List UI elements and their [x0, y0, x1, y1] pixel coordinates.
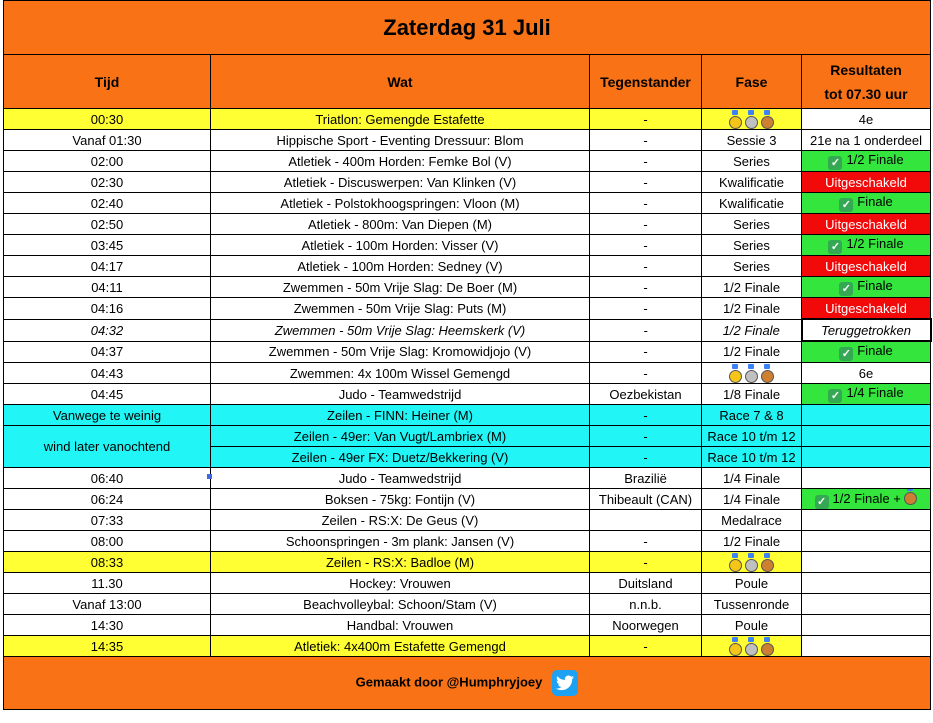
cell-wat: Atletiek - 400m Horden: Femke Bol (V) [211, 151, 590, 172]
cell-resultaat [802, 510, 931, 531]
check-mark-icon: ✓ [815, 495, 829, 509]
cell-tegenstander: - [590, 363, 702, 384]
cell-resultaat [802, 615, 931, 636]
cell-fase: Poule [702, 615, 802, 636]
cell-tegenstander: Duitsland [590, 573, 702, 594]
schedule-sheet [3, 0, 930, 710]
cell-tegenstander: - [590, 172, 702, 193]
cell-tegenstander: - [590, 298, 702, 320]
cell-tegenstander: - [590, 426, 702, 447]
cell-resultaat: Teruggetrokken [802, 319, 931, 341]
cell-wat: Atletiek - Discuswerpen: Van Klinken (V) [211, 172, 590, 193]
cell-wat: Beachvolleybal: Schoon/Stam (V) [211, 594, 590, 615]
column-header-resultaten: Resultaten tot 07.30 uur [802, 55, 931, 109]
cell-resultaat [802, 468, 931, 489]
cell-tegenstander: Oezbekistan [590, 384, 702, 405]
cell-tegenstander: - [590, 256, 702, 277]
cell-fase [702, 552, 802, 573]
table-row [4, 235, 931, 256]
cell-tijd: 11.30 [4, 573, 211, 594]
cell-resultaat: Uitgeschakeld [802, 172, 931, 193]
column-header-tijd: Tijd [4, 55, 211, 109]
table-row [4, 468, 931, 489]
cell-tijd: 04:37 [4, 341, 211, 363]
cell-fase: 1/2 Finale [702, 319, 802, 341]
cell-tijd: 02:30 [4, 172, 211, 193]
cell-resultaat: 6e [802, 363, 931, 384]
cell-tijd: 14:35 [4, 636, 211, 657]
cell-fase: Kwalificatie [702, 193, 802, 214]
cell-tegenstander: - [590, 214, 702, 235]
bronze-medal-icon [904, 492, 917, 505]
cell-resultaat [802, 405, 931, 426]
schedule-table [3, 0, 932, 710]
cell-resultaat: Uitgeschakeld [802, 256, 931, 277]
cell-tegenstander: - [590, 235, 702, 256]
table-row [4, 172, 931, 193]
cell-wat: Handbal: Vrouwen [211, 615, 590, 636]
cell-tegenstander: - [590, 531, 702, 552]
cell-tegenstander: n.n.b. [590, 594, 702, 615]
cell-wat: Zwemmen - 50m Vrije Slag: Puts (M) [211, 298, 590, 320]
cell-wat: Atletiek: 4x400m Estafette Gemengd [211, 636, 590, 657]
cell-tijd: 02:00 [4, 151, 211, 172]
cell-tijd: 04:11 [4, 277, 211, 298]
cell-fase [702, 109, 802, 130]
cell-wat: Zeilen - 49er: Van Vugt/Lambriex (M) [211, 426, 590, 447]
cell-wat: Boksen - 75kg: Fontijn (V) [211, 489, 590, 510]
cell-selection-handle[interactable] [207, 474, 212, 479]
cell-tijd: 02:50 [4, 214, 211, 235]
cell-resultaat [802, 573, 931, 594]
cell-resultaat: ✓ 1/2 Finale [802, 151, 931, 172]
table-row [4, 426, 931, 447]
cell-fase: 1/2 Finale [702, 298, 802, 320]
table-row [4, 214, 931, 235]
cell-tijd: 06:24 [4, 489, 211, 510]
table-row [4, 109, 931, 130]
check-mark-icon: ✓ [839, 282, 853, 296]
table-row [4, 636, 931, 657]
cell-resultaat: ✓ Finale [802, 193, 931, 214]
cell-resultaat [802, 426, 931, 447]
cell-fase: 1/2 Finale [702, 341, 802, 363]
cell-fase: 1/2 Finale [702, 277, 802, 298]
cell-tijd: Vanaf 13:00 [4, 594, 211, 615]
table-row [4, 256, 931, 277]
cell-fase: Sessie 3 [702, 130, 802, 151]
cell-tegenstander: - [590, 109, 702, 130]
table-row [4, 319, 931, 341]
table-row [4, 405, 931, 426]
cell-resultaat [802, 447, 931, 468]
table-row [4, 193, 931, 214]
cell-tijd: 08:33 [4, 552, 211, 573]
cell-wat: Zwemmen - 50m Vrije Slag: De Boer (M) [211, 277, 590, 298]
cell-tegenstander: - [590, 319, 702, 341]
column-header-tegenstander: Tegenstander [590, 55, 702, 109]
cell-tegenstander: Brazilië [590, 468, 702, 489]
column-header-fase: Fase [702, 55, 802, 109]
cell-tegenstander: Noorwegen [590, 615, 702, 636]
cell-wat: Zwemmen - 50m Vrije Slag: Heemskerk (V) [211, 319, 590, 341]
table-row [4, 384, 931, 405]
cell-tijd: 04:32 [4, 319, 211, 341]
cell-fase: Medalrace [702, 510, 802, 531]
cell-tijd: 06:40 [4, 468, 211, 489]
cell-wat: Hippische Sport - Eventing Dressuur: Blom [211, 130, 590, 151]
cell-resultaat: 4e [802, 109, 931, 130]
table-row [4, 510, 931, 531]
table-row [4, 277, 931, 298]
cell-tegenstander: - [590, 130, 702, 151]
table-row [4, 552, 931, 573]
cell-tegenstander [590, 510, 702, 531]
cell-wat: Atletiek - 800m: Van Diepen (M) [211, 214, 590, 235]
column-header-wat: Wat [211, 55, 590, 109]
twitter-bird-icon[interactable] [552, 670, 578, 696]
table-row [4, 130, 931, 151]
cell-tijd: wind later vanochtend [4, 426, 211, 468]
cell-wat: Hockey: Vrouwen [211, 573, 590, 594]
check-mark-icon: ✓ [828, 240, 842, 254]
cell-tegenstander: - [590, 151, 702, 172]
cell-wat: Judo - Teamwedstrijd [211, 384, 590, 405]
cell-tijd: 04:16 [4, 298, 211, 320]
table-row [4, 489, 931, 510]
cell-fase: Kwalificatie [702, 172, 802, 193]
cell-fase: Series [702, 235, 802, 256]
cell-tijd: Vanwege te weinig [4, 405, 211, 426]
table-row [4, 615, 931, 636]
cell-resultaat [802, 552, 931, 573]
medals-icon [729, 114, 774, 127]
cell-wat: Zeilen - 49er FX: Duetz/Bekkering (V) [211, 447, 590, 468]
cell-resultaat [802, 636, 931, 657]
cell-fase: Series [702, 214, 802, 235]
cell-fase: Race 7 & 8 [702, 405, 802, 426]
cell-fase: Race 10 t/m 12 [702, 426, 802, 447]
table-row [4, 151, 931, 172]
cell-fase: 1/4 Finale [702, 468, 802, 489]
cell-tegenstander: - [590, 341, 702, 363]
cell-tijd: 08:00 [4, 531, 211, 552]
cell-resultaat: ✓ Finale [802, 341, 931, 363]
cell-tegenstander: - [590, 552, 702, 573]
cell-wat: Atletiek - 100m Horden: Visser (V) [211, 235, 590, 256]
cell-wat: Schoonspringen - 3m plank: Jansen (V) [211, 531, 590, 552]
table-row [4, 341, 931, 363]
table-row [4, 531, 931, 552]
cell-wat: Atletiek - 100m Horden: Sedney (V) [211, 256, 590, 277]
cell-tijd: Vanaf 01:30 [4, 130, 211, 151]
cell-resultaat: ✓ Finale [802, 277, 931, 298]
cell-wat: Zeilen - RS:X: De Geus (V) [211, 510, 590, 531]
cell-wat: Judo - Teamwedstrijd [211, 468, 590, 489]
cell-tijd: 00:30 [4, 109, 211, 130]
cell-wat: Zeilen - RS:X: Badloe (M) [211, 552, 590, 573]
cell-wat: Triatlon: Gemengde Estafette [211, 109, 590, 130]
cell-tijd: 04:45 [4, 384, 211, 405]
table-row [4, 298, 931, 320]
cell-tegenstander: - [590, 193, 702, 214]
check-mark-icon: ✓ [839, 347, 853, 361]
footer-credit: Gemaakt door @Humphryjoey [4, 657, 931, 710]
cell-tijd: 14:30 [4, 615, 211, 636]
cell-fase: 1/4 Finale [702, 489, 802, 510]
cell-resultaat: Uitgeschakeld [802, 298, 931, 320]
cell-tegenstander: Thibeault (CAN) [590, 489, 702, 510]
cell-tijd: 07:33 [4, 510, 211, 531]
cell-resultaat: Uitgeschakeld [802, 214, 931, 235]
cell-tijd: 02:40 [4, 193, 211, 214]
cell-fase: Race 10 t/m 12 [702, 447, 802, 468]
page-title: Zaterdag 31 Juli [4, 1, 931, 55]
cell-tegenstander: - [590, 636, 702, 657]
medals-icon [729, 557, 774, 570]
medals-icon [729, 641, 774, 654]
cell-fase: Series [702, 256, 802, 277]
cell-wat: Zwemmen - 50m Vrije Slag: Kromowidjojo (V) [211, 341, 590, 363]
medals-icon [729, 368, 774, 381]
cell-fase: 1/2 Finale [702, 531, 802, 552]
cell-tegenstander: - [590, 447, 702, 468]
table-row [4, 594, 931, 615]
cell-resultaat: 21e na 1 onderdeel [802, 130, 931, 151]
check-mark-icon: ✓ [839, 198, 853, 212]
cell-wat: Atletiek - Polstokhoogspringen: Vloon (M) [211, 193, 590, 214]
cell-fase: Series [702, 151, 802, 172]
cell-tegenstander: - [590, 405, 702, 426]
table-row [4, 363, 931, 384]
check-mark-icon: ✓ [828, 389, 842, 403]
cell-resultaat [802, 531, 931, 552]
cell-tijd: 04:43 [4, 363, 211, 384]
cell-resultaat: ✓ 1/4 Finale [802, 384, 931, 405]
cell-wat: Zwemmen: 4x 100m Wissel Gemengd [211, 363, 590, 384]
cell-fase: Tussenronde [702, 594, 802, 615]
cell-tegenstander: - [590, 277, 702, 298]
cell-fase [702, 636, 802, 657]
cell-wat: Zeilen - FINN: Heiner (M) [211, 405, 590, 426]
cell-resultaat: ✓ 1/2 Finale + [802, 489, 931, 510]
cell-tijd: 04:17 [4, 256, 211, 277]
check-mark-icon: ✓ [828, 156, 842, 170]
cell-fase: 1/8 Finale [702, 384, 802, 405]
cell-resultaat: ✓ 1/2 Finale [802, 235, 931, 256]
cell-fase [702, 363, 802, 384]
cell-tijd: 03:45 [4, 235, 211, 256]
table-row [4, 573, 931, 594]
cell-fase: Poule [702, 573, 802, 594]
cell-resultaat [802, 594, 931, 615]
